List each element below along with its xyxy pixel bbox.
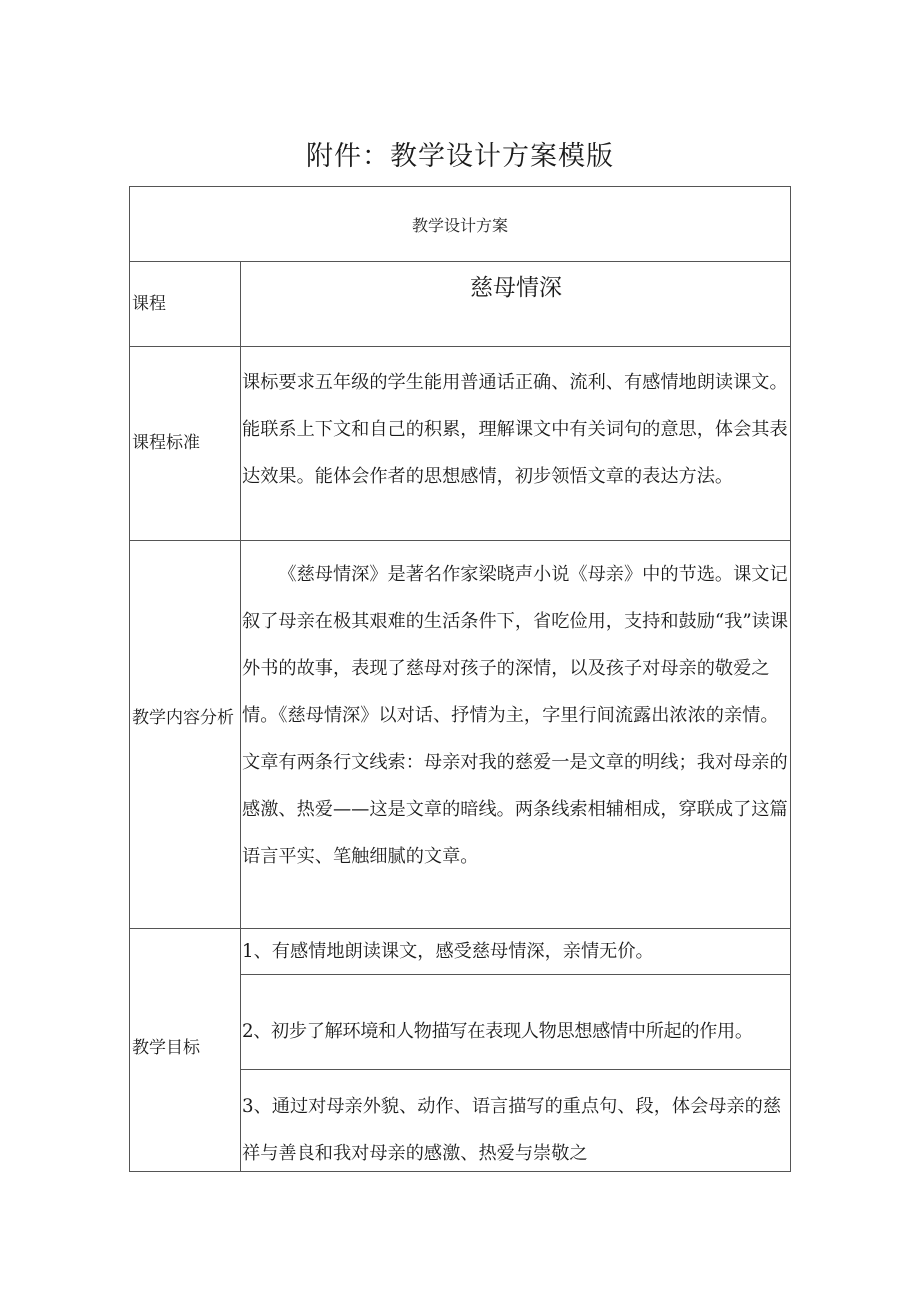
course-label: 课程 — [132, 294, 166, 314]
objective-item: 3、通过对母亲外貌、动作、语言描写的重点句、段，体会母亲的慈祥与善良和我对母亲的感激、热爱与崇敬之 — [242, 1096, 782, 1164]
lesson-plan-table — [129, 186, 791, 1172]
row-divider — [130, 346, 790, 347]
course-name: 慈母情深 — [470, 275, 562, 301]
objective-item: 2、初步了解环境和人物描写在表现人物思想感情中所起的作用。 — [242, 1021, 753, 1042]
row-divider — [130, 540, 790, 541]
page-title: 附件：教学设计方案模版 — [306, 141, 614, 172]
objective-item: 1、有感情地朗读课文，感受慈母情深，亲情无价。 — [242, 941, 654, 962]
table-heading: 教学设计方案 — [411, 215, 508, 235]
row-divider — [240, 1069, 790, 1070]
column-divider — [240, 261, 241, 1171]
content-analysis-text: 《慈母情深》是著名作家梁晓声小说《母亲》中的节选。课文记叙了母亲在极其艰难的生活条件下，省吃俭用，支持和鼓励“我”读课外书的故事，表现了慈母对孩子的深情，以及孩子对母亲的敬爱之情。《慈母情深》以对话、抒情为主，字里行间流露出浓浓的亲情。文章有两条行文线索：母亲对我的慈爱一是文章的明线；我对母亲的感激、热爱——这是文章的暗线。两条线索相辅相成，穿联成了这篇语言平实、笔触细腻的文章。 — [242, 564, 789, 867]
curriculum-standard-label: 课程标准 — [132, 433, 200, 453]
content-analysis-label: 教学内容分析 — [132, 708, 234, 728]
curriculum-standard-text: 课标要求五年级的学生能用普通话正确、流利、有感情地朗读课文。能联系上下文和自己的积累，理解课文中有关词句的意思，体会其表达效果。能体会作者的思想感情，初步领悟文章的表达方法。 — [242, 372, 788, 487]
objectives-label: 教学目标 — [132, 1038, 200, 1058]
row-divider — [130, 261, 790, 262]
